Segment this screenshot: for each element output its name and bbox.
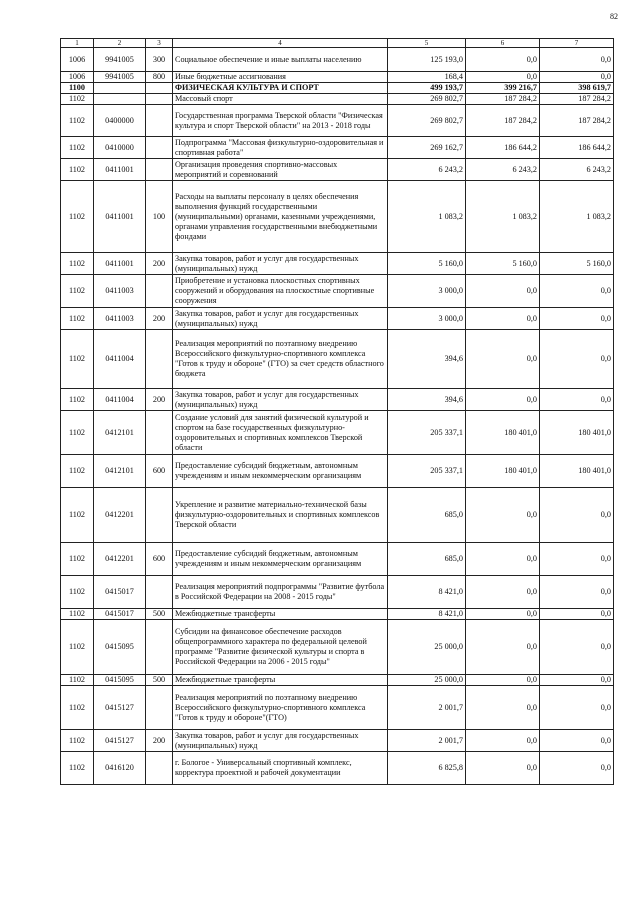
expense-type-cell: 200 [146,389,173,411]
amount-2018-cell: 0,0 [540,609,614,620]
section-code-cell: 1006 [61,48,94,72]
amount-2016-cell: 269 802,7 [388,105,466,137]
expense-type-cell: 800 [146,72,173,83]
target-code-cell: 0412201 [94,488,146,543]
table-row [61,83,614,94]
description-cell: Закупка товаров, работ и услуг для государственных (муниципальных) нужд [173,389,388,411]
table-row [61,411,614,455]
amount-2017-cell: 0,0 [466,308,540,330]
target-code-cell: 0411001 [94,159,146,181]
target-code-cell: 0415017 [94,609,146,620]
table-row [61,159,614,181]
amount-2016-cell: 499 193,7 [388,83,466,94]
description-cell: Социальное обеспечение и иные выплаты населению [173,48,388,72]
amount-2016-cell: 125 193,0 [388,48,466,72]
amount-2017-cell: 399 216,7 [466,83,540,94]
amount-2016-cell: 394,6 [388,389,466,411]
description-cell: Государственная программа Тверской области "Физическая культура и спорт Тверской области" на 2013 - 2018 годы [173,105,388,137]
target-code-cell: 0411001 [94,181,146,253]
header-cell: 7 [540,39,614,48]
description-cell: Реализация мероприятий по поэтапному внедрению Всероссийского физкультурно-спортивного комплекса "Готов к труду и обороне" (ГТО) за счет средств областного бюджета [173,330,388,389]
amount-2017-cell: 0,0 [466,48,540,72]
description-cell: Межбюджетные трансферты [173,609,388,620]
table-row [61,609,614,620]
table-row [61,330,614,389]
header-cell: 1 [61,39,94,48]
amount-2018-cell: 6 243,2 [540,159,614,181]
expense-type-cell: 200 [146,253,173,275]
table-row [61,576,614,609]
target-code-cell: 0412101 [94,455,146,488]
section-code-cell: 1102 [61,543,94,576]
amount-2018-cell: 0,0 [540,72,614,83]
amount-2018-cell: 0,0 [540,730,614,752]
description-cell: ФИЗИЧЕСКАЯ КУЛЬТУРА И СПОРТ [173,83,388,94]
target-code-cell: 0416120 [94,752,146,785]
amount-2017-cell: 0,0 [466,543,540,576]
page-number: 82 [610,12,618,21]
amount-2016-cell: 269 802,7 [388,94,466,105]
section-code-cell: 1102 [61,488,94,543]
amount-2018-cell: 0,0 [540,686,614,730]
amount-2018-cell: 0,0 [540,576,614,609]
description-cell: Расходы на выплаты персоналу в целях обеспечения выполнения функций государственными (муниципальными) органами, казенными учреждениями, органами управления государственными внебюджетными фондами [173,181,388,253]
amount-2016-cell: 168,4 [388,72,466,83]
amount-2017-cell: 0,0 [466,686,540,730]
expense-type-cell [146,686,173,730]
amount-2016-cell: 8 421,0 [388,576,466,609]
header-row [61,39,614,48]
section-code-cell: 1102 [61,253,94,275]
section-code-cell: 1102 [61,275,94,308]
expense-type-cell: 600 [146,455,173,488]
amount-2016-cell: 685,0 [388,488,466,543]
description-cell: Реализация мероприятий по поэтапному внедрению Всероссийского физкультурно-спортивного комплекса "Готов к труду и обороне"(ГТО) [173,686,388,730]
description-cell: Укрепление и развитие материально-технической базы физкультурно-оздоровительных и спортивных комплексов Тверской области [173,488,388,543]
target-code-cell: 0410000 [94,137,146,159]
amount-2017-cell: 0,0 [466,609,540,620]
amount-2016-cell: 2 001,7 [388,686,466,730]
table-row [61,686,614,730]
amount-2018-cell: 0,0 [540,675,614,686]
expense-type-cell [146,752,173,785]
target-code-cell: 0415095 [94,620,146,675]
amount-2016-cell: 205 337,1 [388,455,466,488]
table-row [61,752,614,785]
amount-2016-cell: 25 000,0 [388,675,466,686]
amount-2017-cell: 0,0 [466,620,540,675]
section-code-cell: 1102 [61,576,94,609]
table-row [61,308,614,330]
target-code-cell: 0411001 [94,253,146,275]
amount-2018-cell: 1 083,2 [540,181,614,253]
expense-type-cell: 200 [146,308,173,330]
header-cell: 2 [94,39,146,48]
amount-2016-cell: 2 001,7 [388,730,466,752]
amount-2017-cell: 0,0 [466,72,540,83]
description-cell: Субсидии на финансовое обеспечение расходов общепрограммного характера по федеральной целевой программе "Развитие физической культуры и спорта в Российской Федерации на 2006 - 2015 годы" [173,620,388,675]
table-row [61,137,614,159]
table-row [61,94,614,105]
description-cell: Закупка товаров, работ и услуг для государственных (муниципальных) нужд [173,253,388,275]
expense-type-cell [146,488,173,543]
table-row [61,253,614,275]
amount-2016-cell: 3 000,0 [388,308,466,330]
section-code-cell: 1102 [61,730,94,752]
target-code-cell: 0415127 [94,686,146,730]
budget-table [60,38,614,785]
amount-2018-cell: 187 284,2 [540,94,614,105]
amount-2017-cell: 180 401,0 [466,411,540,455]
amount-2018-cell: 0,0 [540,275,614,308]
section-code-cell: 1100 [61,83,94,94]
amount-2017-cell: 5 160,0 [466,253,540,275]
amount-2016-cell: 685,0 [388,543,466,576]
amount-2018-cell: 0,0 [540,488,614,543]
amount-2017-cell: 0,0 [466,752,540,785]
description-cell: Подпрограмма "Массовая физкультурно-оздоровительная и спортивная работа" [173,137,388,159]
expense-type-cell: 200 [146,730,173,752]
target-code-cell: 9941005 [94,48,146,72]
description-cell: Иные бюджетные ассигнования [173,72,388,83]
header-cell: 4 [173,39,388,48]
table-row [61,488,614,543]
expense-type-cell [146,411,173,455]
expense-type-cell [146,159,173,181]
amount-2017-cell: 0,0 [466,275,540,308]
amount-2018-cell: 187 284,2 [540,105,614,137]
table-row [61,275,614,308]
table-row [61,455,614,488]
table-row [61,48,614,72]
amount-2016-cell: 3 000,0 [388,275,466,308]
section-code-cell: 1102 [61,330,94,389]
expense-type-cell [146,576,173,609]
amount-2018-cell: 0,0 [540,330,614,389]
target-code-cell [94,83,146,94]
table-row [61,72,614,83]
expense-type-cell [146,105,173,137]
description-cell: Предоставление субсидий бюджетным, автономным учреждениям и иным некоммерческим организациям [173,455,388,488]
target-code-cell: 0411004 [94,389,146,411]
section-code-cell: 1102 [61,389,94,411]
amount-2016-cell: 6 825,8 [388,752,466,785]
amount-2018-cell: 5 160,0 [540,253,614,275]
expense-type-cell [146,137,173,159]
table-row [61,730,614,752]
header-cell: 5 [388,39,466,48]
amount-2016-cell: 1 083,2 [388,181,466,253]
section-code-cell: 1102 [61,609,94,620]
section-code-cell: 1006 [61,72,94,83]
expense-type-cell [146,620,173,675]
expense-type-cell [146,94,173,105]
amount-2016-cell: 25 000,0 [388,620,466,675]
header-cell: 3 [146,39,173,48]
target-code-cell: 0411003 [94,275,146,308]
target-code-cell [94,94,146,105]
target-code-cell: 0411004 [94,330,146,389]
amount-2018-cell: 398 619,7 [540,83,614,94]
table-row [61,675,614,686]
amount-2018-cell: 186 644,2 [540,137,614,159]
expense-type-cell: 600 [146,543,173,576]
amount-2016-cell: 205 337,1 [388,411,466,455]
section-code-cell: 1102 [61,94,94,105]
amount-2018-cell: 0,0 [540,308,614,330]
target-code-cell: 9941005 [94,72,146,83]
section-code-cell: 1102 [61,181,94,253]
expense-type-cell [146,83,173,94]
amount-2017-cell: 180 401,0 [466,455,540,488]
section-code-cell: 1102 [61,455,94,488]
expense-type-cell [146,275,173,308]
table-row [61,389,614,411]
description-cell: Приобретение и установка плоскостных спортивных сооружений и оборудования на плоскостные спортивные сооружения [173,275,388,308]
section-code-cell: 1102 [61,308,94,330]
description-cell: Закупка товаров, работ и услуг для государственных (муниципальных) нужд [173,730,388,752]
table-row [61,181,614,253]
target-code-cell: 0415095 [94,675,146,686]
section-code-cell: 1102 [61,752,94,785]
amount-2017-cell: 6 243,2 [466,159,540,181]
amount-2018-cell: 0,0 [540,752,614,785]
amount-2017-cell: 0,0 [466,389,540,411]
amount-2017-cell: 0,0 [466,730,540,752]
amount-2016-cell: 6 243,2 [388,159,466,181]
amount-2018-cell: 0,0 [540,543,614,576]
amount-2017-cell: 187 284,2 [466,105,540,137]
expense-type-cell: 500 [146,609,173,620]
description-cell: Организация проведения спортивно-массовых мероприятий и соревнований [173,159,388,181]
section-code-cell: 1102 [61,105,94,137]
amount-2018-cell: 0,0 [540,48,614,72]
target-code-cell: 0415017 [94,576,146,609]
description-cell: Реализация мероприятий подпрограммы "Развитие футбола в Российской Федерации на 2008 - 2015 годы" [173,576,388,609]
description-cell: Предоставление субсидий бюджетным, автономным учреждениям и иным некоммерческим организациям [173,543,388,576]
amount-2018-cell: 0,0 [540,389,614,411]
target-code-cell: 0412101 [94,411,146,455]
target-code-cell: 0411003 [94,308,146,330]
expense-type-cell: 300 [146,48,173,72]
description-cell: г. Бологое - Универсальный спортивный комплекс, корректура проектной и рабочей документации [173,752,388,785]
expense-type-cell: 100 [146,181,173,253]
table-row [61,105,614,137]
section-code-cell: 1102 [61,159,94,181]
expense-type-cell [146,330,173,389]
amount-2016-cell: 269 162,7 [388,137,466,159]
amount-2018-cell: 180 401,0 [540,411,614,455]
section-code-cell: 1102 [61,137,94,159]
target-code-cell: 0412201 [94,543,146,576]
target-code-cell: 0415127 [94,730,146,752]
amount-2017-cell: 0,0 [466,488,540,543]
header-cell: 6 [466,39,540,48]
amount-2017-cell: 186 644,2 [466,137,540,159]
table-row [61,543,614,576]
expense-type-cell: 500 [146,675,173,686]
amount-2018-cell: 180 401,0 [540,455,614,488]
section-code-cell: 1102 [61,620,94,675]
section-code-cell: 1102 [61,411,94,455]
description-cell: Массовый спорт [173,94,388,105]
description-cell: Межбюджетные трансферты [173,675,388,686]
amount-2017-cell: 0,0 [466,675,540,686]
description-cell: Создание условий для занятий физической культурой и спортом на базе государственных физкультурно-оздоровительных и спортивных комплексов Тверской области [173,411,388,455]
description-cell: Закупка товаров, работ и услуг для государственных (муниципальных) нужд [173,308,388,330]
section-code-cell: 1102 [61,686,94,730]
section-code-cell: 1102 [61,675,94,686]
amount-2017-cell: 0,0 [466,330,540,389]
amount-2017-cell: 1 083,2 [466,181,540,253]
amount-2016-cell: 8 421,0 [388,609,466,620]
amount-2017-cell: 0,0 [466,576,540,609]
amount-2017-cell: 187 284,2 [466,94,540,105]
table-row [61,620,614,675]
amount-2018-cell: 0,0 [540,620,614,675]
target-code-cell: 0400000 [94,105,146,137]
amount-2016-cell: 394,6 [388,330,466,389]
amount-2016-cell: 5 160,0 [388,253,466,275]
